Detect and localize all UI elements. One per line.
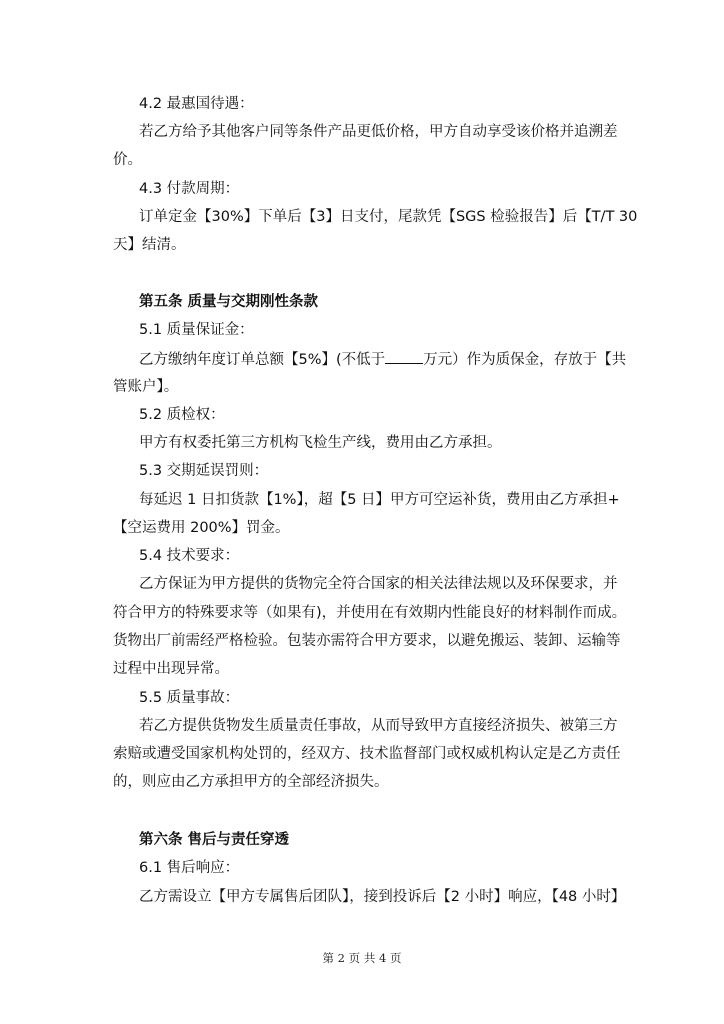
section-5-3-text-line-2: 【空运费用 200%】罚金。 <box>113 520 290 536</box>
section-4-2-title: 4.2 最惠国待遇： <box>139 96 254 112</box>
amount-blank <box>385 349 423 364</box>
section-5-5-text-line-2: 索赔或遭受国家机构处罚的，经双方、技术监督部门或权威机构认定是乙方责任 <box>113 746 621 762</box>
section-5-2-text-line-1: 甲方有权委托第三方机构飞检生产线，费用由乙方承担。 <box>139 435 502 451</box>
section-5-3-title: 5.3 交期延误罚则： <box>139 463 269 479</box>
section-4-2-text-line-1: 若乙方给予其他客户同等条件产品更低价格，甲方自动享受该价格并追溯差 <box>139 124 618 140</box>
section-5-5-text-line-3: 的，则应由乙方承担甲方的全部经济损失。 <box>113 774 389 790</box>
section-5-1-text-part-a: 乙方缴纳年度订单总额【5%】(不低于 <box>139 352 386 368</box>
section-4-3-text-line-1: 订单定金【30%】下单后【3】日支付，尾款凭【SGS 检验报告】后【T/T 30 <box>139 209 638 225</box>
section-5-1-text-line-1 <box>139 349 626 370</box>
section-4-2-text-line-2: 价。 <box>113 152 142 168</box>
section-5-4-text-line-2: 符合甲方的特殊要求等（如果有)，并使用在有效期内性能良好的材料制作而成。 <box>113 605 627 621</box>
page-number-footer: 第 2 页 共 4 页 <box>322 951 402 965</box>
article-6-title: 第六条 售后与责任穿透 <box>139 832 290 848</box>
article-5-title: 第五条 质量与交期刚性条款 <box>139 294 319 310</box>
section-5-3-text-line-1: 每延迟 1 日扣货款【1%】，超【5 日】甲方可空运补货，费用由乙方承担+ <box>139 492 620 508</box>
section-5-4-text-line-3: 货物出厂前需经严格检验。包装亦需符合甲方要求，以避免搬运、装卸、运输等 <box>113 633 621 649</box>
section-5-1-text-line-2: 管账户】。 <box>113 379 179 395</box>
section-5-4-text-line-4: 过程中出现异常。 <box>113 661 229 677</box>
section-5-1-text-part-b: 万元）作为质保金，存放于【共 <box>423 352 627 368</box>
section-5-4-title: 5.4 技术要求： <box>139 548 240 564</box>
section-5-1-title: 5.1 质量保证金： <box>139 322 254 338</box>
section-5-2-title: 5.2 质检权： <box>139 407 225 423</box>
section-6-1-title: 6.1 售后响应： <box>139 860 240 876</box>
section-4-3-title: 4.3 付款周期： <box>139 181 240 197</box>
section-5-4-text-line-1: 乙方保证为甲方提供的货物完全符合国家的相关法律法规以及环保要求，并 <box>139 576 618 592</box>
section-5-5-text-line-1: 若乙方提供货物发生质量责任事故，从而导致甲方直接经济损失、被第三方 <box>139 718 618 734</box>
section-6-1-text-line-1: 乙方需设立【甲方专属售后团队】，接到投诉后【2 小时】响应，【48 小时】 <box>139 889 626 905</box>
section-4-3-text-line-2: 天】结清。 <box>113 237 186 253</box>
section-5-5-title: 5.5 质量事故： <box>139 690 240 706</box>
